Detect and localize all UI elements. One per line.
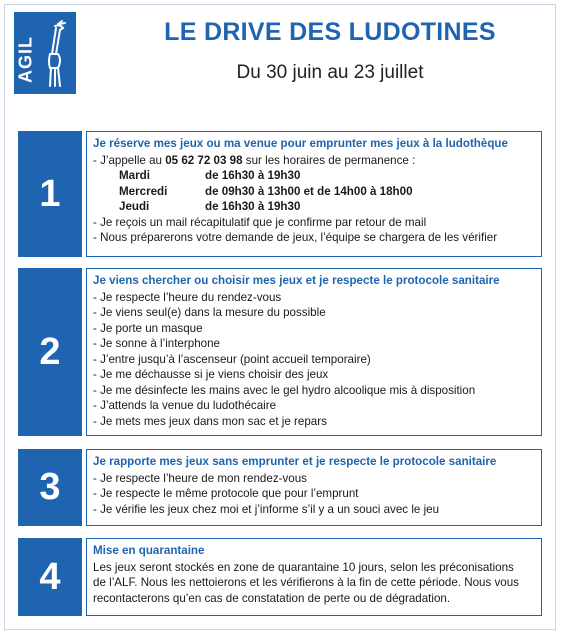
- schedule-row: [119, 199, 535, 215]
- list-item: - Je respecte le même protocole que pour l’emprunt: [93, 486, 535, 502]
- schedule-day: Mardi: [119, 169, 150, 182]
- section-3: [86, 449, 542, 526]
- list-item: - J’attends la venue du ludothécaire: [93, 398, 535, 414]
- call-suffix: sur les horaires de permanence :: [242, 153, 416, 167]
- logo-text: AGIL: [15, 36, 36, 84]
- phone-number: 05 62 72 03 98: [165, 153, 243, 167]
- section-4-heading: Mise en quarantaine: [93, 544, 205, 557]
- list-item: - Je respecte l’heure de mon rendez-vous: [93, 471, 535, 487]
- paragraph-line: recontacterons qu’en cas de constatation de perte ou de dégradation.: [93, 591, 451, 605]
- list-item: - Nous préparerons votre demande de jeux, l’équipe se chargera de les vérifier: [93, 230, 535, 246]
- step-number-2: 2: [18, 268, 82, 436]
- paragraph-line: de l’ALF. Nous les nettoierons et les vérifierons à la fin de cette période. Nous vous: [93, 576, 519, 589]
- section-4: [86, 538, 542, 616]
- list-item: - J’entre jusqu’à l’ascenseur (point accueil temporaire): [93, 352, 535, 368]
- schedule: [93, 168, 535, 215]
- list-item: - Je vérifie les jeux chez moi et j’informe s’il y a un souci avec le jeu: [93, 502, 535, 518]
- section-2-heading: Je viens chercher ou choisir mes jeux et je respecte le protocole sanitaire: [93, 274, 500, 287]
- giraffe-icon: [38, 18, 72, 90]
- step-number-4: 4: [18, 538, 82, 616]
- schedule-row: [119, 168, 535, 184]
- schedule-row: [119, 184, 535, 200]
- section-2: [86, 268, 542, 436]
- paragraph-line: Les jeux seront stockés en zone de quarantaine 10 jours, selon les préconisations: [93, 560, 514, 574]
- schedule-day: Mercredi: [119, 184, 168, 198]
- list-item: - Je reçois un mail récapitulatif que je confirme par retour de mail: [93, 215, 535, 231]
- schedule-day: Jeudi: [119, 200, 150, 213]
- schedule-hours: de 09h30 à 13h00 et de 14h00 à 18h00: [205, 184, 413, 198]
- call-prefix: J’appelle au: [100, 153, 166, 167]
- section-1: [86, 131, 542, 257]
- section-1-call-line: [93, 153, 535, 169]
- list-item: - Je mets mes jeux dans mon sac et je repars: [93, 414, 535, 430]
- list-item: - Je viens seul(e) dans la mesure du possible: [93, 305, 535, 321]
- step-number-3: 3: [18, 449, 82, 526]
- page-subtitle: Du 30 juin au 23 juillet: [236, 62, 424, 83]
- agil-logo: [14, 12, 76, 94]
- list-item: - Je respecte l’heure du rendez-vous: [93, 290, 535, 306]
- section-3-heading: Je rapporte mes jeux sans emprunter et je respecte le protocole sanitaire: [93, 455, 497, 468]
- list-item: - Je sonne à l’interphone: [93, 336, 535, 352]
- schedule-hours: de 16h30 à 19h30: [205, 169, 301, 182]
- list-item: - Je me déchausse si je viens choisir des jeux: [93, 367, 535, 383]
- list-item: - Je porte un masque: [93, 321, 535, 337]
- section-1-heading: Je réserve mes jeux ou ma venue pour emprunter mes jeux à la ludothèque: [93, 137, 508, 150]
- list-item: - Je me désinfecte les mains avec le gel hydro alcoolique mis à disposition: [93, 383, 535, 399]
- step-number-1: 1: [18, 131, 82, 257]
- schedule-hours: de 16h30 à 19h30: [205, 200, 301, 213]
- page-title: LE DRIVE DES LUDOTINES: [164, 18, 496, 46]
